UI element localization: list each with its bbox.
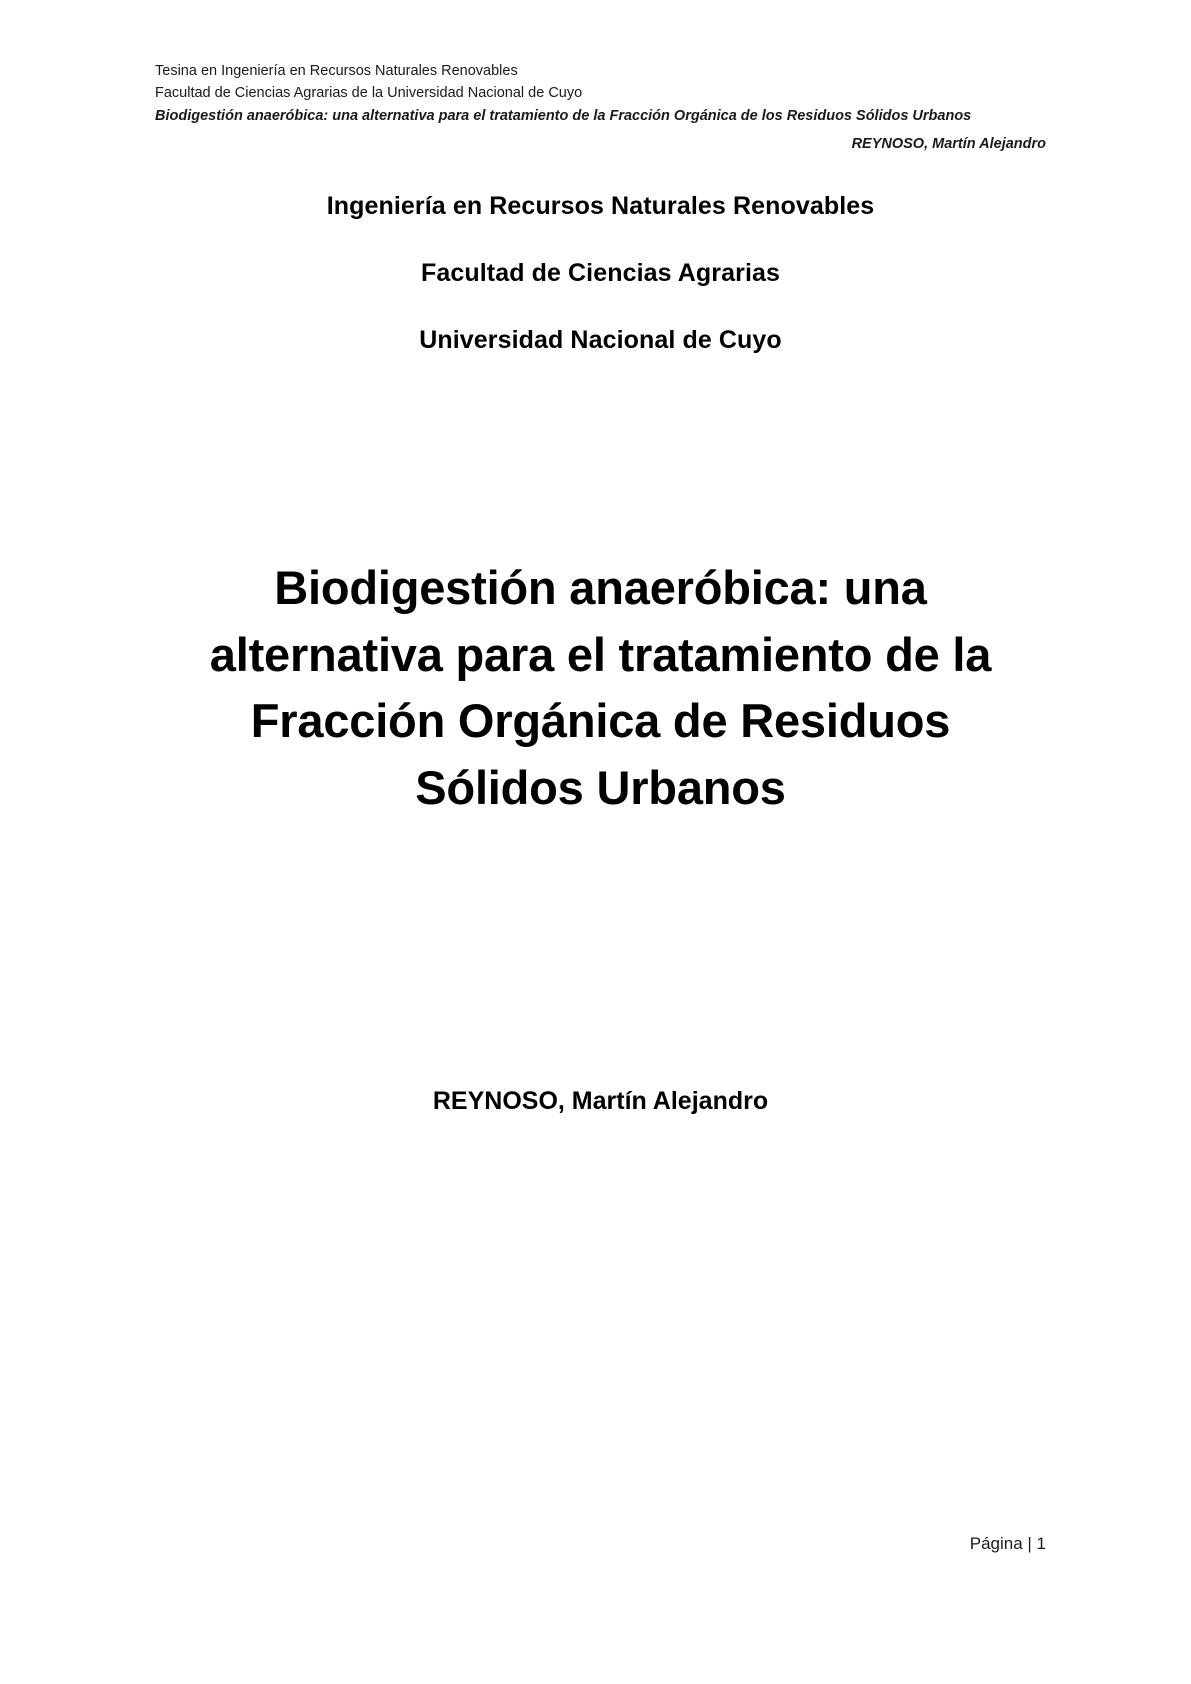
page-title: Biodigestión anaeróbica: una alternativa para el tratamiento de la Fracción Orgánica de Residuos Sólidos Urbanos: [209, 560, 992, 815]
page-content: [155, 60, 1046, 1634]
running-header: [155, 60, 1046, 156]
header-author: REYNOSO, Martín Alejandro: [851, 136, 1046, 153]
page-number-footer: Página | 1: [969, 1534, 1046, 1553]
header-line-1: Tesina en Ingeniería en Recursos Naturales Renovables: [155, 63, 518, 79]
faculty-name: Facultad de Ciencias Agrarias: [420, 258, 781, 287]
degree-name: Ingeniería en Recursos Naturales Renovables: [326, 191, 875, 220]
header-line-3: Biodigestión anaeróbica: una alternativa para el tratamiento de la Fracción Orgánica de los Residuos Sólidos Urbanos: [155, 107, 972, 124]
author-name: REYNOSO, Martín Alejandro: [432, 1086, 769, 1115]
header-line-2: Facultad de Ciencias Agrarias de la Universidad Nacional de Cuyo: [155, 85, 583, 102]
institution-block: [155, 192, 1046, 355]
university-name: Universidad Nacional de Cuyo: [419, 325, 782, 354]
